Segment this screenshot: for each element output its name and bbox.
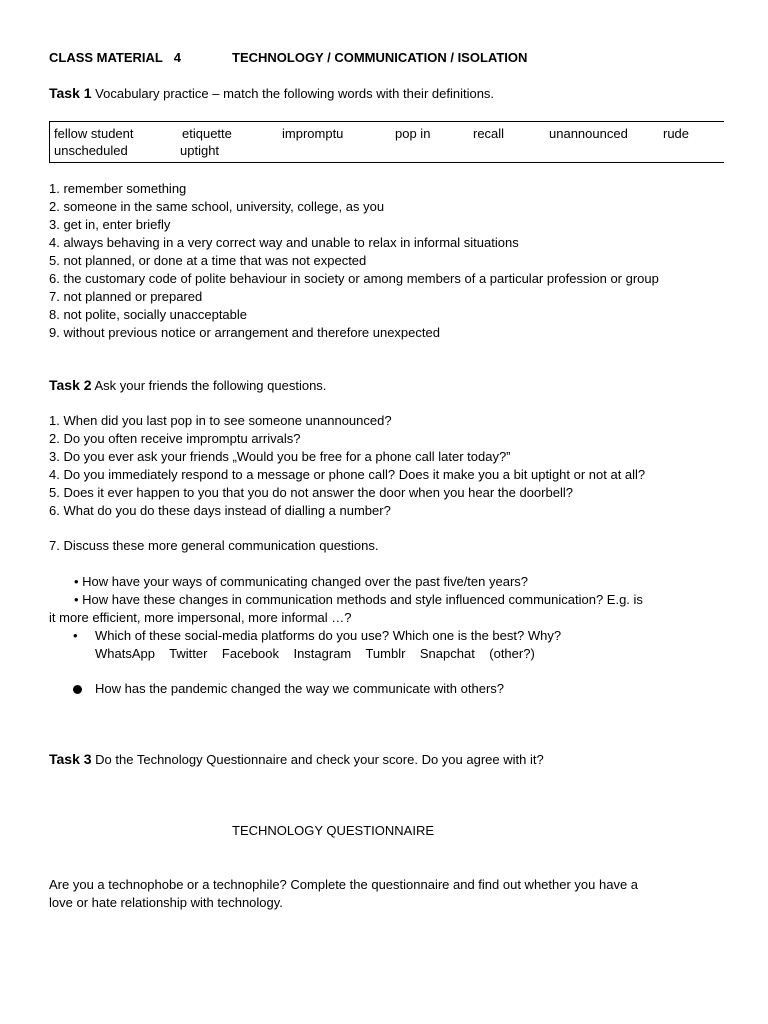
vocab-word: uptight	[180, 143, 220, 158]
task2-instruction: Ask your friends the following questions.	[94, 378, 327, 393]
vocabulary-box	[49, 121, 724, 163]
discussion-bullet-continued: it more efficient, more impersonal, more informal …?	[49, 610, 352, 625]
definition-item: 4. always behaving in a very correct way and unable to relax in informal situations	[49, 235, 519, 250]
discussion-bullet: Which of these social-media platforms do you use? Which one is the best? Why?	[95, 628, 562, 643]
vocab-word: rude	[663, 126, 690, 141]
task2-label: Task 2	[49, 377, 92, 393]
discussion-bullet-large	[73, 680, 82, 698]
vocab-word: recall	[473, 126, 505, 141]
question-item: 5. Does it ever happen to you that you do not answer the door when you hear the doorbell?	[49, 485, 573, 500]
task3-label: Task 3	[49, 751, 92, 767]
vocab-word: unannounced	[549, 126, 628, 141]
task1-label: Task 1	[49, 85, 92, 101]
task1-instruction: Vocabulary practice – match the following words with their definitions.	[95, 86, 495, 101]
task2-heading	[49, 376, 326, 395]
question-item: 1. When did you last pop in to see someone unannounced?	[49, 413, 392, 428]
page-title: TECHNOLOGY / COMMUNICATION / ISOLATION	[232, 50, 528, 65]
question-item: 2. Do you often receive impromptu arrivals?	[49, 431, 301, 446]
bullet-dot	[73, 685, 82, 694]
task3-heading	[49, 750, 544, 769]
vocab-word: pop in	[395, 126, 431, 141]
task3-instruction: Do the Technology Questionnaire and check your score. Do you agree with it?	[95, 752, 544, 767]
discussion-bullet: • How have your ways of communicating changed over the past five/ten years?	[74, 574, 529, 589]
question-item: 4. Do you immediately respond to a message or phone call? Does it make you a bit uptight or not at all?	[49, 467, 646, 482]
class-material-label	[49, 49, 181, 67]
definition-item: 6. the customary code of polite behaviour in society or among members of a particular profession or group	[49, 271, 659, 286]
discussion-bullet: • How have these changes in communication methods and style influenced communication? E.g. is	[74, 592, 643, 607]
definition-item: 8. not polite, socially unacceptable	[49, 307, 248, 322]
task1-heading	[49, 84, 494, 103]
questionnaire-intro: Are you a technophobe or a technophile? Complete the questionnaire and find out whether you have a	[49, 877, 639, 892]
definition-item: 3. get in, enter briefly	[49, 217, 171, 232]
bullet-mark: •	[73, 628, 78, 643]
definition-item: 2. someone in the same school, university, college, as you	[49, 199, 385, 214]
question-item-7: 7. Discuss these more general communication questions.	[49, 538, 379, 553]
vocab-word: etiquette	[182, 126, 232, 141]
question-item: 3. Do you ever ask your friends „Would you be free for a phone call later today?”	[49, 449, 511, 464]
definition-item: 9. without previous notice or arrangement and therefore unexpected	[49, 325, 440, 340]
class-material-number: 4	[173, 50, 181, 65]
questionnaire-title: TECHNOLOGY QUESTIONNAIRE	[232, 823, 435, 838]
questionnaire-intro: love or hate relationship with technology.	[49, 895, 283, 910]
definition-item: 5. not planned, or done at a time that was not expected	[49, 253, 367, 268]
vocab-word: impromptu	[282, 126, 344, 141]
definition-item: 7. not planned or prepared	[49, 289, 203, 304]
platform-list: WhatsApp Twitter Facebook Instagram Tumblr Snapchat (other?)	[95, 646, 535, 661]
question-item: 6. What do you do these days instead of dialling a number?	[49, 503, 391, 518]
vocab-word: fellow student	[54, 126, 134, 141]
class-material-text: CLASS MATERIAL	[49, 50, 163, 65]
vocab-word: unscheduled	[54, 143, 128, 158]
definition-item: 1. remember something	[49, 181, 187, 196]
discussion-bullet: How has the pandemic changed the way we communicate with others?	[95, 681, 504, 696]
